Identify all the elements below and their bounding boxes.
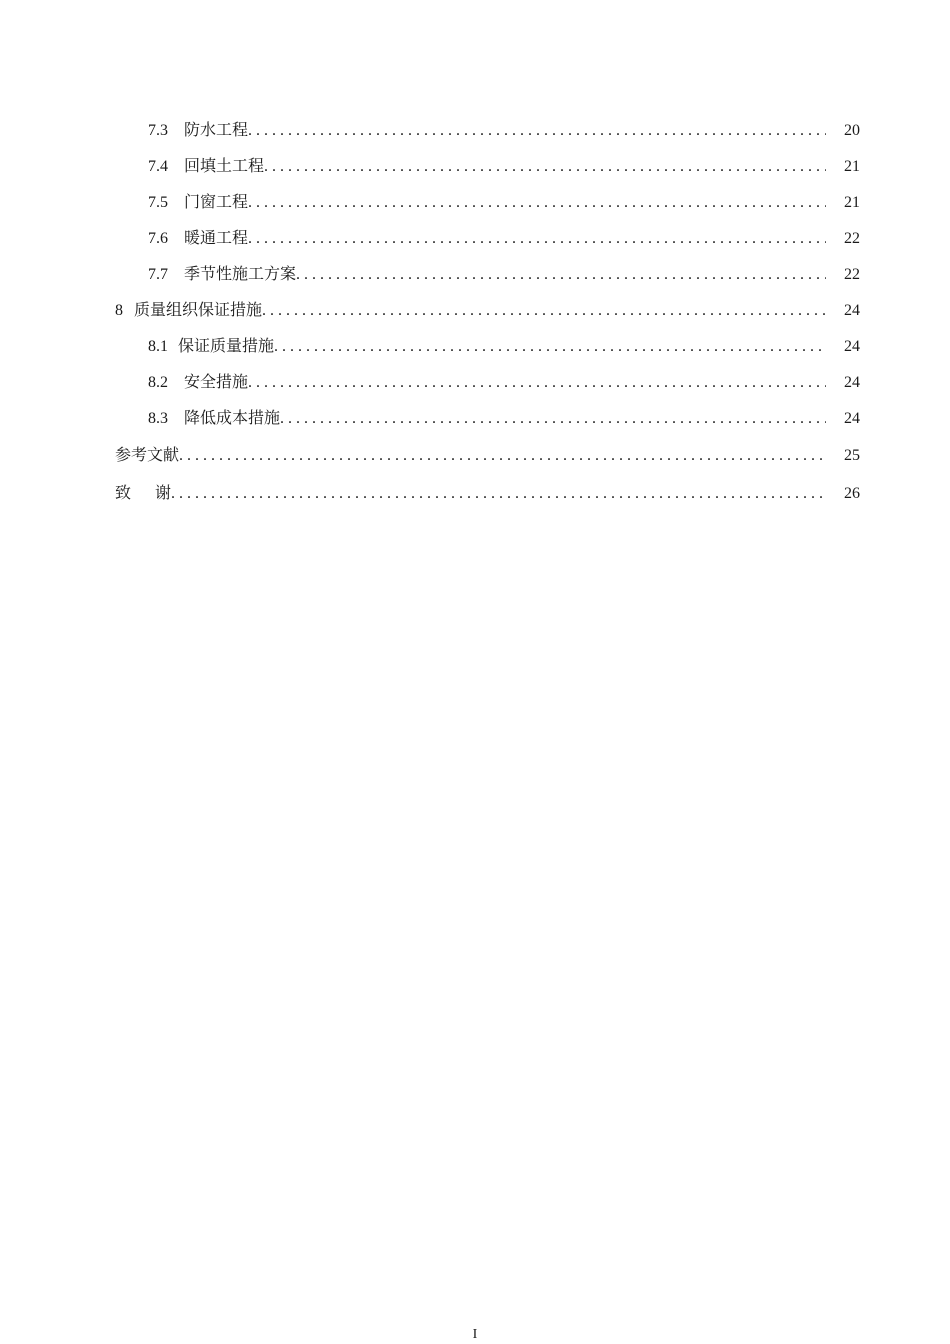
toc-entry-number: 8.1 [148,338,168,355]
toc-entry-page: 24 [844,302,860,319]
toc-entry-references[interactable] [115,436,860,474]
toc-dot-leader [274,329,826,365]
toc-entry-title: 降低成本措施 [184,408,281,427]
toc-entry-number: 8.3 [148,410,168,427]
toc-entry-page: 21 [844,158,860,175]
toc-entry-title: 安全措施 [184,372,249,391]
toc-dot-leader [171,475,826,513]
toc-entry-7-5[interactable] [115,184,860,220]
toc-entry-number: 7.5 [148,194,168,211]
page-number: I [472,1327,478,1342]
toc-entry-number: 7.4 [148,158,168,175]
toc-entry-title: 暖通工程 [184,228,249,247]
toc-dot-leader [248,365,826,401]
toc-dot-leader [262,293,826,329]
toc-entry-title: 致谢 [115,483,196,502]
toc-entry-page: 24 [844,374,860,391]
toc-entry-7-7[interactable] [115,256,860,292]
toc-entry-title: 防水工程 [184,120,249,139]
toc-entry-number: 7.6 [148,230,168,247]
toc-entry-page: 22 [844,230,860,247]
toc-entry-number: 7.3 [148,122,168,139]
toc-entry-number: 8.2 [148,374,168,391]
toc-entry-title: 质量组织保证措施 [134,300,263,319]
toc-entry-title: 季节性施工方案 [184,264,297,283]
toc-dot-leader [179,437,826,475]
toc-entry-page: 20 [844,122,860,139]
toc-entry-page: 24 [844,410,860,427]
toc-entry-title: 回填土工程 [184,156,265,175]
table-of-contents [115,112,860,512]
toc-dot-leader [248,185,826,221]
toc-entry-7-6[interactable] [115,220,860,256]
toc-entry-number: 8 [115,302,123,319]
toc-entry-8-3[interactable] [115,400,860,436]
toc-dot-leader [264,149,826,185]
toc-entry-8[interactable] [115,292,860,328]
toc-entry-7-4[interactable] [115,148,860,184]
toc-dot-leader [296,257,826,293]
toc-entry-8-1[interactable] [115,328,860,364]
toc-entry-number: 7.7 [148,266,168,283]
toc-entry-page: 26 [844,485,860,502]
toc-entry-title: 参考文献 [115,445,180,464]
toc-entry-page: 25 [844,447,860,464]
toc-entry-page: 24 [844,338,860,355]
toc-dot-leader [280,401,826,437]
toc-entry-page: 22 [844,266,860,283]
toc-entry-title: 保证质量措施 [178,336,275,355]
toc-dot-leader [248,221,826,257]
toc-entry-acknowledgements[interactable] [115,474,860,512]
toc-entry-7-3[interactable] [115,112,860,148]
toc-entry-title: 门窗工程 [184,192,249,211]
toc-entry-8-2[interactable] [115,364,860,400]
toc-entry-page: 21 [844,194,860,211]
toc-dot-leader [248,113,826,149]
